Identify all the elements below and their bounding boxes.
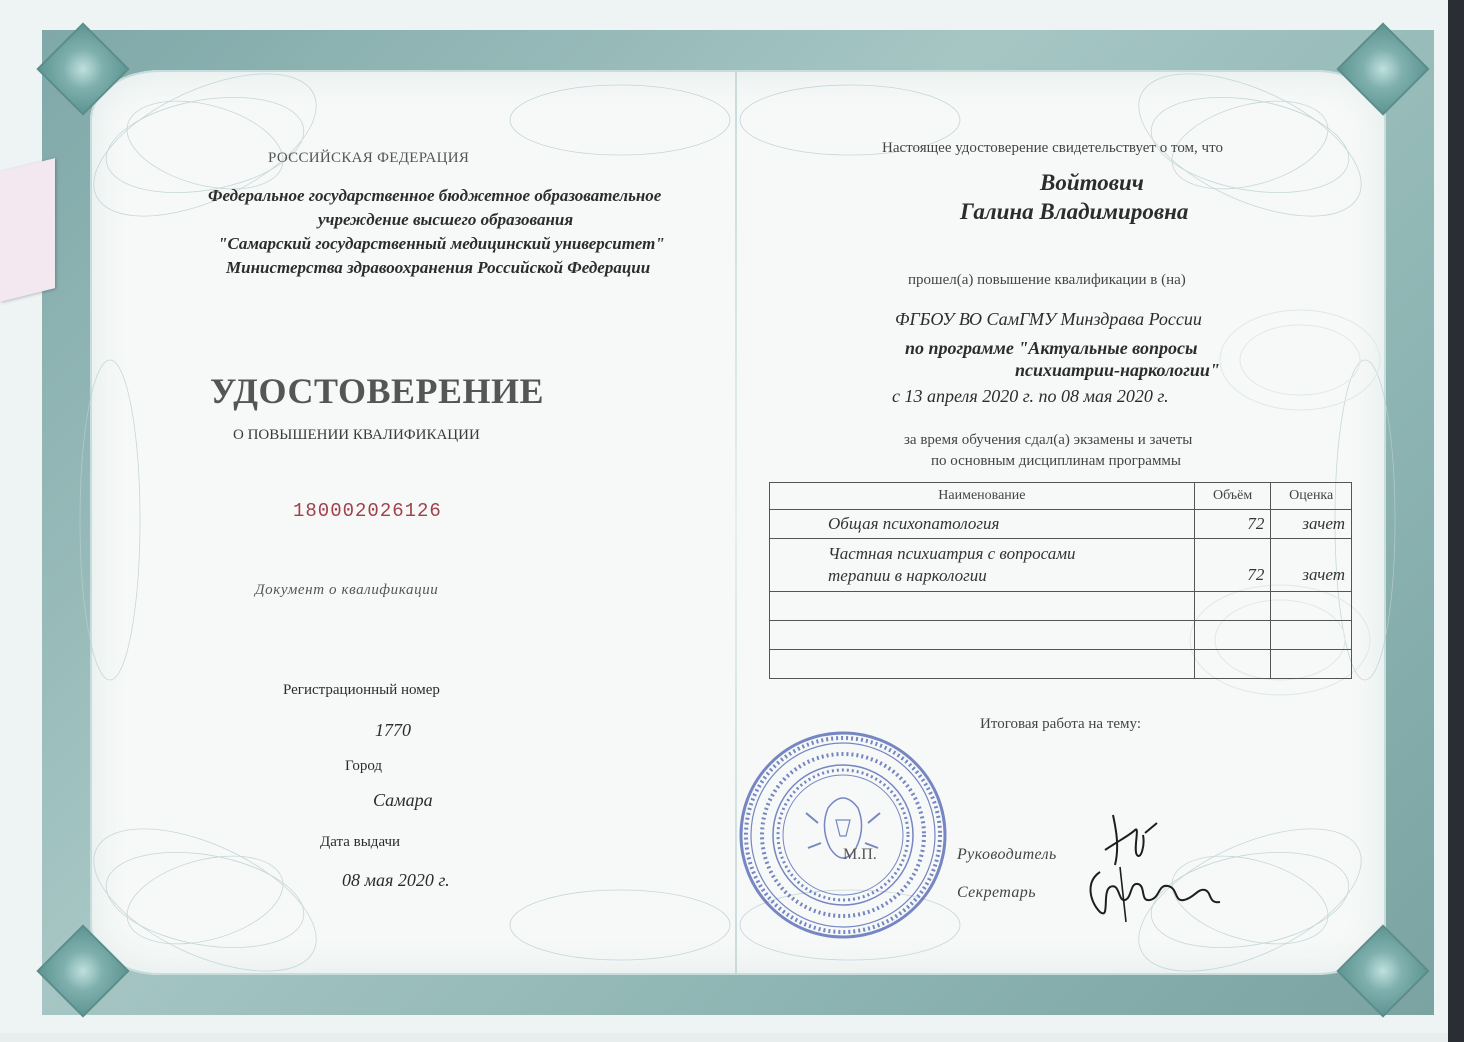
city-label: Город xyxy=(345,758,383,774)
institution-name: ФГБОУ ВО СамГМУ Минздрава России xyxy=(895,309,1202,329)
program-line-1: по программе "Актуальные вопросы xyxy=(905,338,1198,358)
discipline-grade: зачет xyxy=(1271,539,1352,592)
city-value: Самара xyxy=(373,790,433,810)
exams-line-2: по основным дисциплинам программы xyxy=(931,453,1182,469)
registration-number: 1770 xyxy=(375,720,411,740)
page-edge-tab xyxy=(0,158,55,302)
background-right-edge xyxy=(1448,0,1464,1042)
discipline-volume: 72 xyxy=(1194,510,1271,539)
table-row xyxy=(770,510,1352,539)
table-row-empty xyxy=(770,592,1352,621)
header-grade: Оценка xyxy=(1271,483,1352,510)
disciplines-table xyxy=(769,482,1352,679)
discipline-name xyxy=(770,539,1195,592)
discipline-volume: 72 xyxy=(1194,539,1271,592)
program-line-2: психиатрии-наркологии" xyxy=(1015,360,1220,380)
certificate-intro: Настоящее удостоверение свидетельствует о том, что xyxy=(882,140,1223,156)
document-title: УДОСТОВЕРЕНИЕ xyxy=(210,371,545,411)
table-row-empty xyxy=(770,650,1352,679)
org-line-1: Федеральное государственное бюджетное образовательное xyxy=(208,186,662,205)
secretary-signature xyxy=(1080,862,1240,932)
org-line-3: "Самарский государственный медицинский университет" xyxy=(218,234,665,253)
registration-label: Регистрационный номер xyxy=(283,682,440,698)
discipline-grade: зачет xyxy=(1271,510,1352,539)
discipline-name-text: Общая психопатология xyxy=(828,514,1000,533)
serial-number: 180002026126 xyxy=(293,500,442,522)
country-heading: РОССИЙСКАЯ ФЕДЕРАЦИЯ xyxy=(268,150,470,166)
exams-line-1: за время обучения сдал(а) экзамены и зачеты xyxy=(904,432,1193,448)
holder-name: Галина Владимировна xyxy=(960,199,1189,224)
discipline-name xyxy=(770,510,1195,539)
stamp-place-mark: М.П. xyxy=(843,846,877,863)
issue-date-value: 08 мая 2020 г. xyxy=(342,870,450,890)
discipline-name-line-1: Частная психиатрия с вопросами xyxy=(828,544,1076,563)
qualification-passed: прошел(а) повышение квалификации в (на) xyxy=(908,272,1186,288)
table-header-row xyxy=(770,483,1352,510)
discipline-name-line-2: терапии в наркологии xyxy=(828,566,987,585)
table-row-empty xyxy=(770,621,1352,650)
issue-date-label: Дата выдачи xyxy=(320,834,401,850)
document-subtitle: О ПОВЫШЕНИИ КВАЛИФИКАЦИИ xyxy=(233,427,480,443)
sheet-bottom-edge xyxy=(0,1033,1464,1042)
holder-surname: Войтович xyxy=(1040,170,1144,195)
secretary-label: Секретарь xyxy=(957,884,1036,901)
training-period: с 13 апреля 2020 г. по 08 мая 2020 г. xyxy=(892,386,1169,406)
org-line-4: Министерства здравоохранения Российской Федерации xyxy=(226,258,651,277)
final-work-label: Итоговая работа на тему: xyxy=(980,716,1142,732)
org-line-2: учреждение высшего образования xyxy=(318,210,574,229)
header-volume: Объём xyxy=(1194,483,1271,510)
head-label: Руководитель xyxy=(957,846,1057,863)
official-stamp xyxy=(736,728,950,942)
table-row xyxy=(770,539,1352,592)
header-name: Наименование xyxy=(770,483,1195,510)
document-type: Документ о квалификации xyxy=(255,582,439,598)
